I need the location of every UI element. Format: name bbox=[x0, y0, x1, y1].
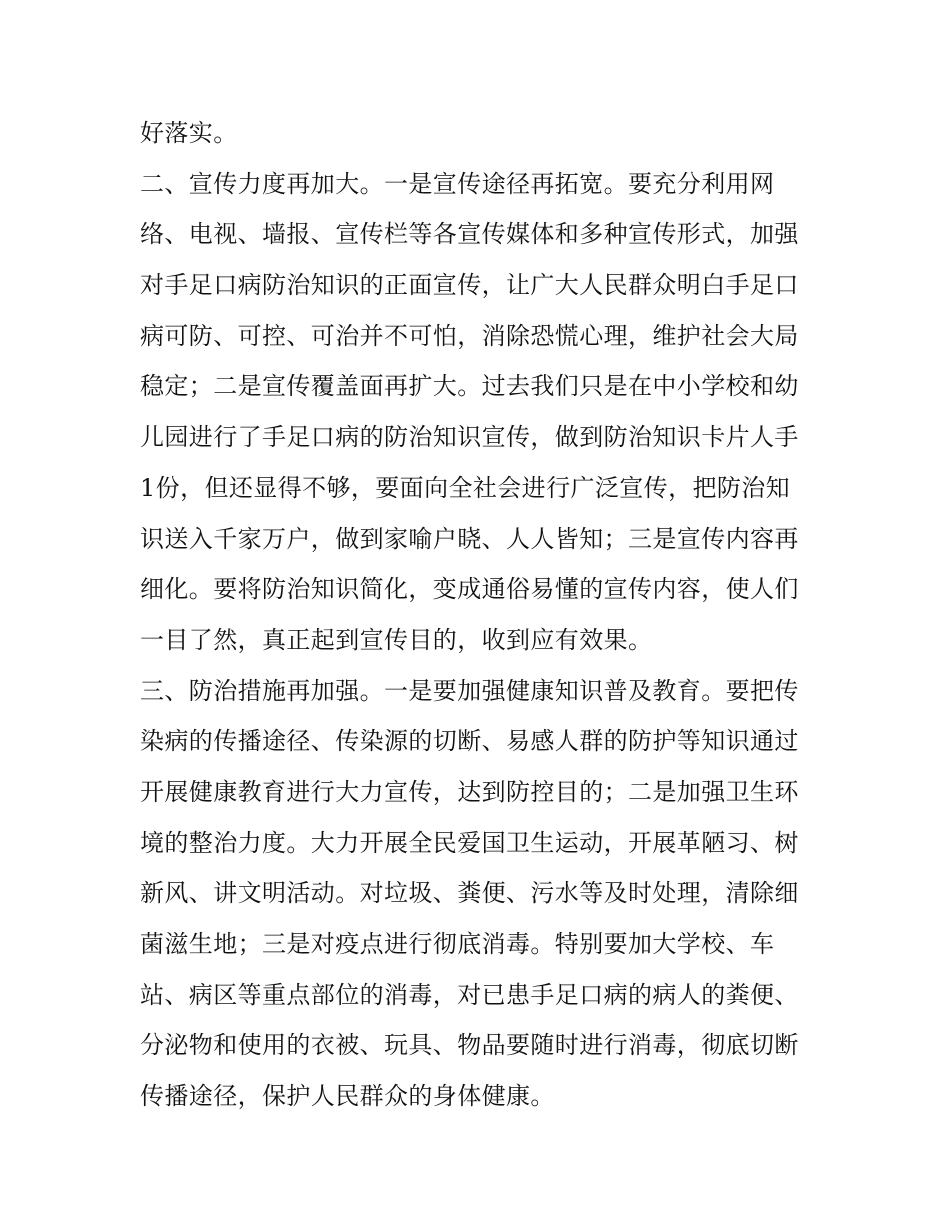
text-line: 好落实。 bbox=[140, 119, 238, 147]
text-line: 菌滋生地；三是对疫点进行彻底消毒。特别要加大学校、车 bbox=[140, 930, 775, 958]
text-line: 对手足口病防治知识的正面宣传，让广大人民群众明白手足口 bbox=[140, 271, 799, 300]
text-line: 传播途径，保护人民群众的身体健康。 bbox=[140, 1082, 555, 1111]
text-line: 稳定；二是宣传覆盖面再扩大。过去我们只是在中小学校和幼 bbox=[140, 372, 799, 401]
text-line: 二、宣传力度再加大。一是宣传途径再拓宽。要充分利用网 bbox=[140, 169, 775, 198]
text-line: 开展健康教育进行大力宣传，达到防控目的；二是加强卫生环 bbox=[140, 777, 799, 806]
text-line: 识送入千家万户，做到家喻户晓、人人皆知；三是宣传内容再 bbox=[140, 524, 799, 553]
text-line: 儿园进行了手足口病的防治知识宣传，做到防治知识卡片人手 bbox=[140, 423, 799, 452]
text-line: 1份，但还显得不够，要面向全社会进行广泛宣传，把防治知 bbox=[140, 473, 791, 502]
text-line: 分泌物和使用的衣被、玩具、物品要随时进行消毒，彻底切断 bbox=[140, 1031, 799, 1060]
text-line: 三、防治措施再加强。一是要加强健康知识普及教育。要把传 bbox=[140, 676, 799, 705]
text-line: 境的整治力度。大力开展全民爱国卫生运动，开展革陋习、树 bbox=[140, 828, 799, 857]
text-line: 细化。要将防治知识简化，变成通俗易懂的宣传内容，使人们 bbox=[140, 575, 799, 604]
text-line: 站、病区等重点部位的消毒，对已患手足口病的病人的粪便、 bbox=[140, 980, 799, 1009]
text-line: 络、电视、墙报、宣传栏等各宣传媒体和多种宣传形式，加强 bbox=[140, 220, 799, 249]
text-line: 染病的传播途径、传染源的切断、易感人群的防护等知识通过 bbox=[140, 727, 799, 756]
text-line: 一目了然，真正起到宣传目的，收到应有效果。 bbox=[140, 625, 653, 654]
text-line: 病可防、可控、可治并不可怕，消除恐慌心理，维护社会大局 bbox=[140, 321, 799, 350]
text-line: 新风、讲文明活动。对垃圾、粪便、污水等及时处理，清除细 bbox=[140, 879, 799, 908]
document-body bbox=[140, 108, 820, 1122]
